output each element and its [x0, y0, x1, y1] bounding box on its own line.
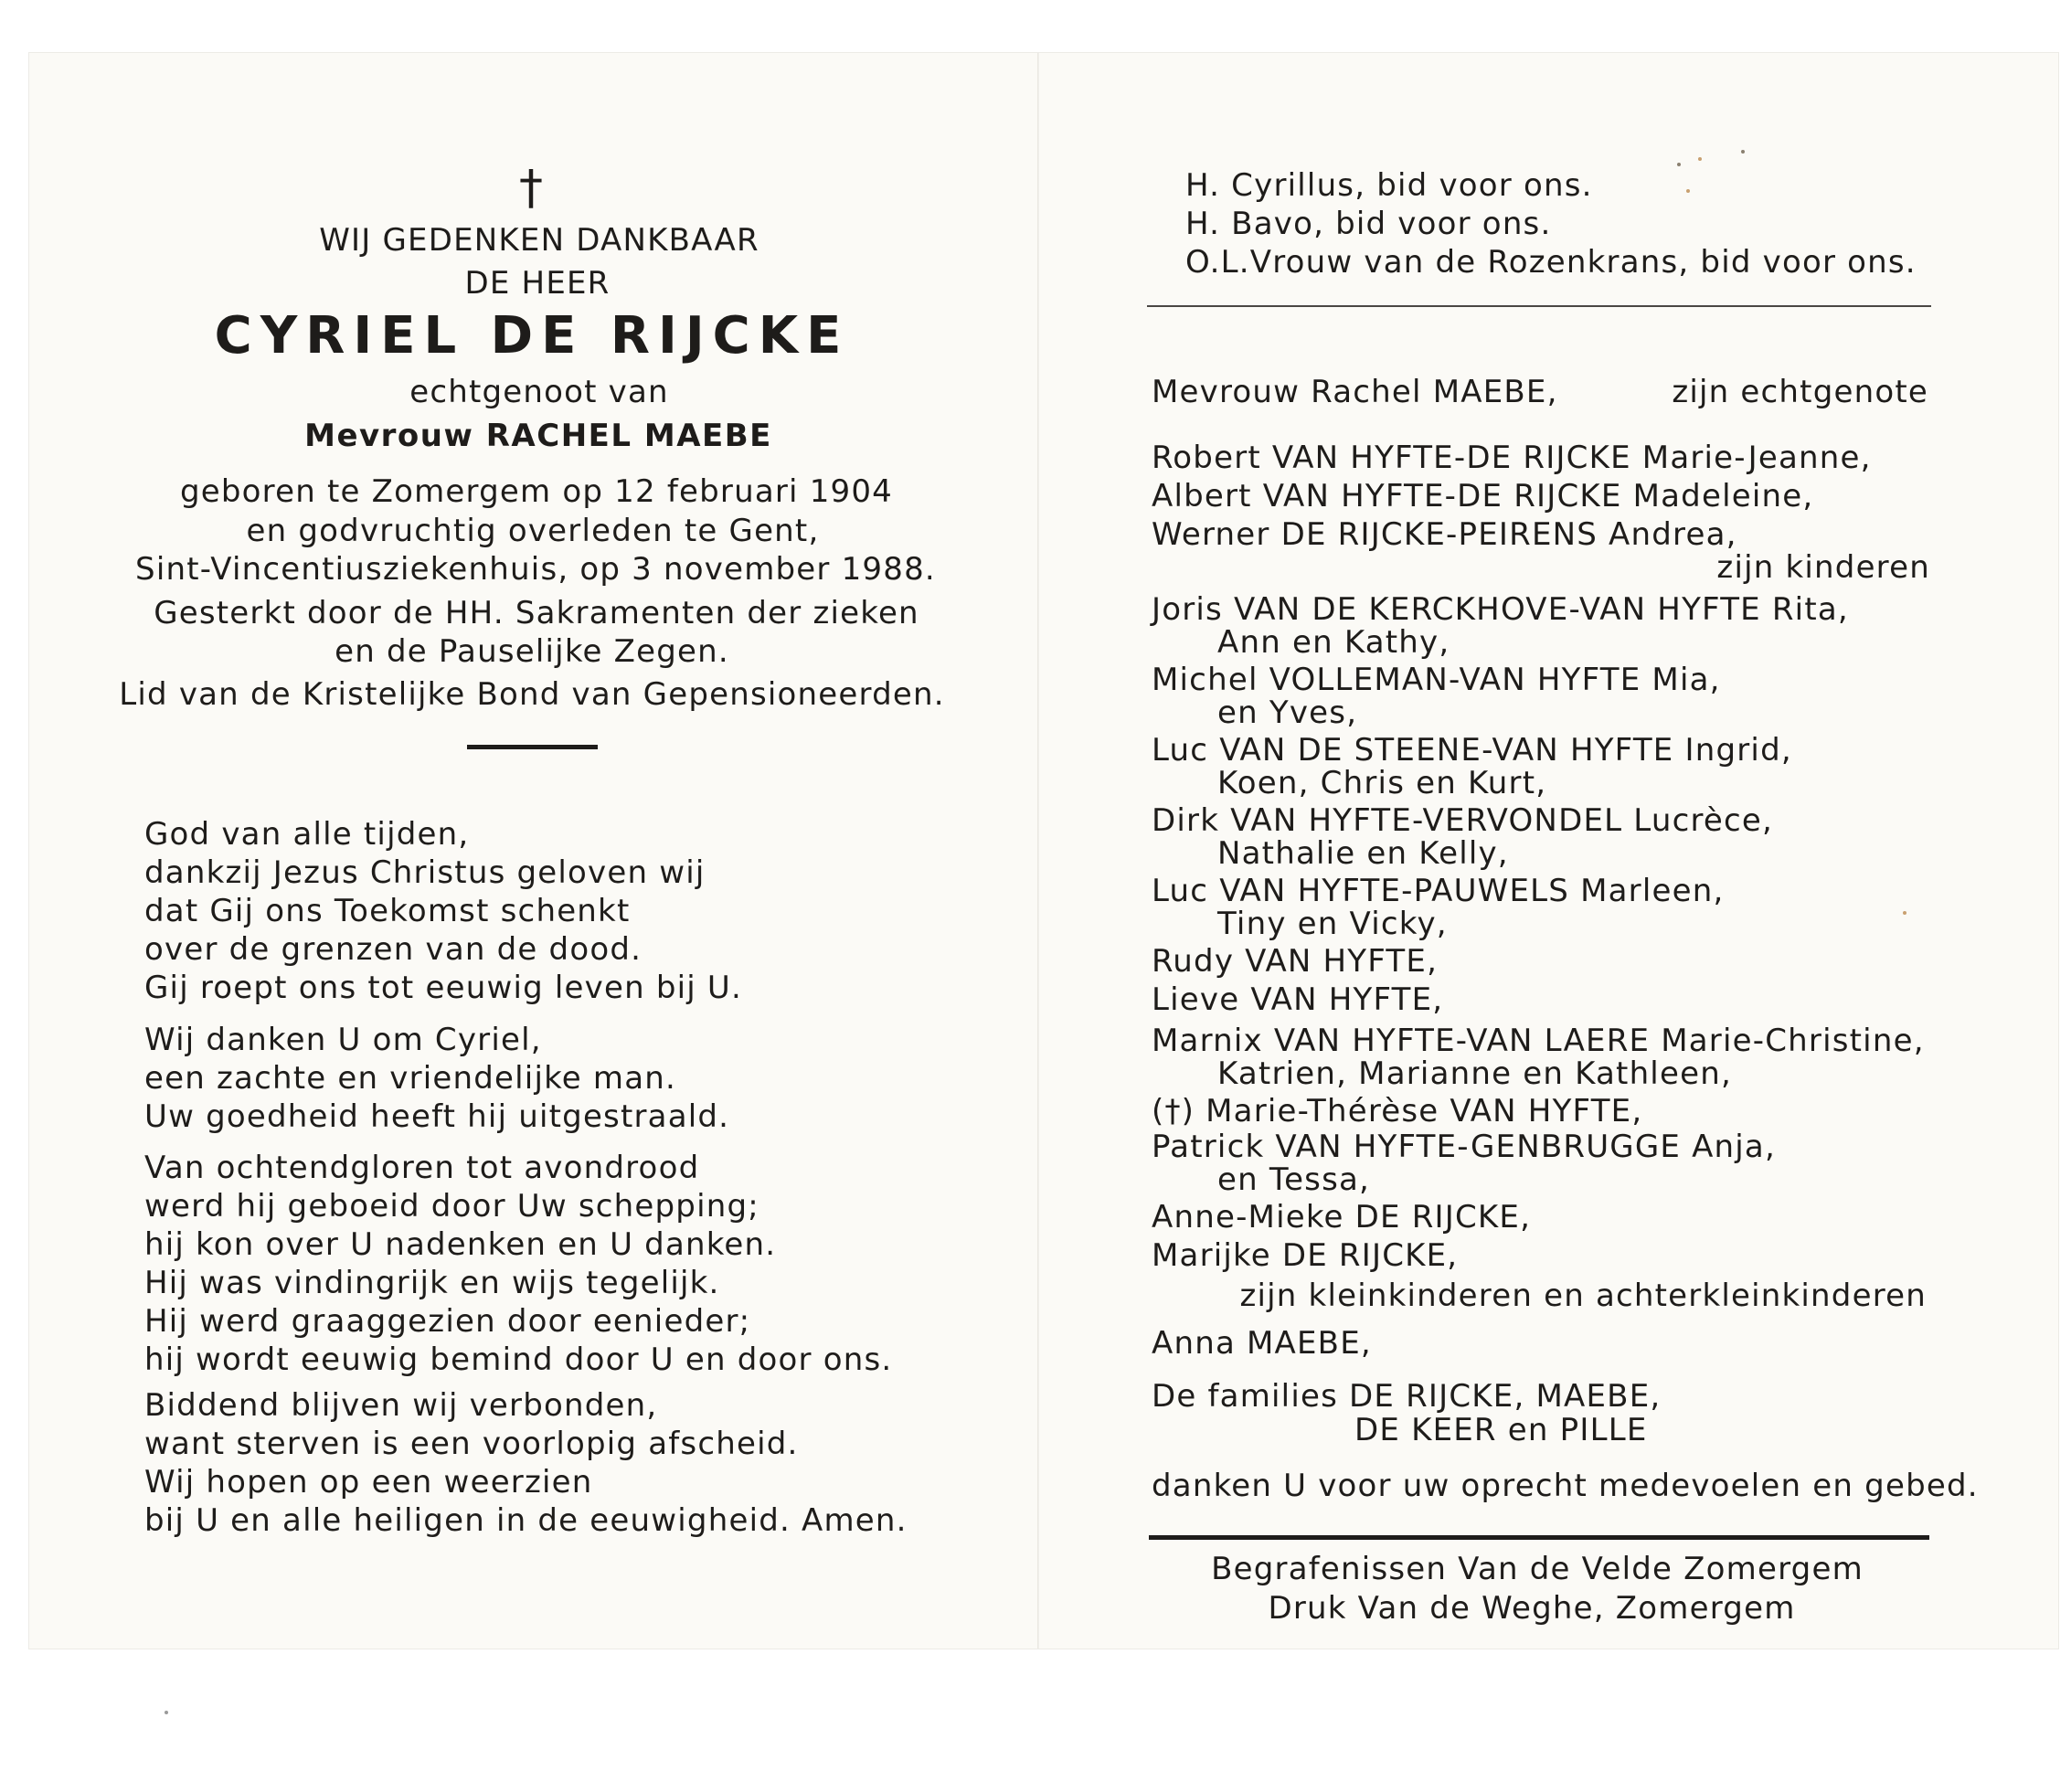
- stain-speck: [1698, 157, 1702, 161]
- grandchild-entry: Luc VAN HYFTE-PAUWELS Marleen,: [1152, 873, 1725, 909]
- child-entry: Werner DE RIJCKE-PEIRENS Andrea,: [1152, 516, 1737, 553]
- poem-line: Van ochtendgloren tot avondrood: [144, 1150, 700, 1186]
- spouse-name: Mevrouw RACHEL MAEBE: [304, 418, 772, 454]
- poem-line: Wij danken U om Cyriel,: [144, 1022, 542, 1058]
- grandchild-entry: Joris VAN DE KERCKHOVE-VAN HYFTE Rita,: [1152, 591, 1849, 628]
- card-fold: [1037, 53, 1039, 1649]
- grandchildren-role: zijn kleinkinderen en achterkleinkinderen: [1239, 1278, 1927, 1314]
- grandchild-entry: Luc VAN DE STEENE-VAN HYFTE Ingrid,: [1152, 732, 1792, 769]
- divider: [467, 745, 598, 749]
- thanks-line: danken U voor uw oprecht medevoelen en gebed.: [1152, 1468, 1979, 1504]
- bio-line: en de Pauselijke Zegen.: [335, 633, 729, 670]
- divider: [1147, 305, 1931, 307]
- remembrance-header: WIJ GEDENKEN DANKBAAR: [319, 222, 759, 259]
- grandchild-entry: Koen, Chris en Kurt,: [1217, 765, 1547, 801]
- poem-line: bij U en alle heiligen in de eeuwigheid. Amen.: [144, 1502, 908, 1539]
- funeral-home: Begrafenissen Van de Velde Zomergem: [1211, 1551, 1864, 1587]
- stain-speck: [1686, 189, 1690, 193]
- title-prefix: DE HEER: [464, 265, 611, 302]
- cross-icon: †: [519, 161, 543, 216]
- poem-line: want sterven is een voorlopig afscheid.: [144, 1426, 799, 1462]
- child-entry: Albert VAN HYFTE-DE RIJCKE Madeleine,: [1152, 478, 1814, 514]
- grandchild-entry: (†) Marie-Thérèse VAN HYFTE,: [1152, 1093, 1643, 1129]
- divider: [1149, 1535, 1929, 1540]
- grandchild-entry: en Tessa,: [1217, 1161, 1371, 1198]
- bio-line: Gesterkt door de HH. Sakramenten der zieken: [154, 595, 919, 631]
- grandchild-entry: Michel VOLLEMAN-VAN HYFTE Mia,: [1152, 662, 1721, 698]
- poem-line: dat Gij ons Toekomst schenkt: [144, 893, 631, 929]
- grandchild-entry: Marijke DE RIJCKE,: [1152, 1237, 1459, 1274]
- stain-speck: [1903, 911, 1906, 915]
- grandchild-entry: Nathalie en Kelly,: [1217, 835, 1509, 872]
- poem-line: Biddend blijven wij verbonden,: [144, 1387, 658, 1424]
- bio-line: Sint-Vincentiusziekenhuis, op 3 november 1988.: [135, 551, 936, 588]
- bio-line: Lid van de Kristelijke Bond van Gepensioneerden.: [119, 676, 945, 713]
- bio-line: en godvruchtig overleden te Gent,: [246, 513, 820, 549]
- grandchild-entry: Ann en Kathy,: [1217, 624, 1450, 661]
- stain-speck: [165, 1711, 168, 1714]
- grandchild-entry: Lieve VAN HYFTE,: [1152, 981, 1444, 1018]
- bio-line: geboren te Zomergem op 12 februari 1904: [179, 473, 894, 510]
- child-entry: Robert VAN HYFTE-DE RIJCKE Marie-Jeanne,: [1152, 440, 1872, 476]
- grandchild-entry: Katrien, Marianne en Kathleen,: [1217, 1055, 1732, 1092]
- poem-line: hij wordt eeuwig bemind door U en door ons.: [144, 1341, 893, 1378]
- poem-line: hij kon over U nadenken en U danken.: [144, 1226, 777, 1263]
- sibling-entry: Anna MAEBE,: [1152, 1325, 1372, 1362]
- poem-line: Hij werd graaggezien door eenieder;: [144, 1303, 751, 1340]
- prayer-line: H. Cyrillus, bid voor ons.: [1185, 167, 1593, 204]
- spouse-entry: Mevrouw Rachel MAEBE,: [1152, 374, 1558, 410]
- poem-line: dankzij Jezus Christus geloven wij: [144, 854, 706, 891]
- families-line: De families DE RIJCKE, MAEBE,: [1152, 1378, 1662, 1415]
- stain-speck: [1677, 163, 1681, 166]
- prayer-line: O.L.Vrouw van de Rozenkrans, bid voor ons.: [1185, 244, 1917, 281]
- poem-line: Wij hopen op een weerzien: [144, 1464, 593, 1500]
- poem-line: een zachte en vriendelijke man.: [144, 1060, 677, 1097]
- grandchild-entry: Anne-Mieke DE RIJCKE,: [1152, 1199, 1532, 1235]
- grandchild-entry: Tiny en Vicky,: [1217, 906, 1448, 942]
- poem-line: God van alle tijden,: [144, 816, 470, 853]
- poem-line: Hij was vindingrijk en wijs tegelijk.: [144, 1265, 720, 1301]
- grandchild-entry: Marnix VAN HYFTE-VAN LAERE Marie-Christine,: [1152, 1023, 1925, 1059]
- spouse-role: zijn echtgenote: [1672, 374, 1928, 410]
- families-line: DE KEER en PILLE: [1354, 1412, 1648, 1448]
- grandchild-entry: Patrick VAN HYFTE-GENBRUGGE Anja,: [1152, 1129, 1776, 1165]
- children-role: zijn kinderen: [1716, 549, 1930, 586]
- printer: Druk Van de Weghe, Zomergem: [1268, 1590, 1796, 1627]
- poem-line: Gij roept ons tot eeuwig leven bij U.: [144, 970, 743, 1006]
- grandchild-entry: en Yves,: [1217, 695, 1358, 731]
- deceased-name: CYRIEL DE RIJCKE: [214, 306, 850, 366]
- stain-speck: [1741, 150, 1745, 154]
- poem-line: werd hij geboeid door Uw schepping;: [144, 1188, 759, 1225]
- poem-line: Uw goedheid heeft hij uitgestraald.: [144, 1098, 730, 1135]
- spouse-label: echtgenoot van: [409, 374, 669, 410]
- grandchild-entry: Dirk VAN HYFTE-VERVONDEL Lucrèce,: [1152, 802, 1774, 839]
- poem-line: over de grenzen van de dood.: [144, 931, 643, 968]
- grandchild-entry: Rudy VAN HYFTE,: [1152, 943, 1439, 980]
- prayer-line: H. Bavo, bid voor ons.: [1185, 206, 1552, 242]
